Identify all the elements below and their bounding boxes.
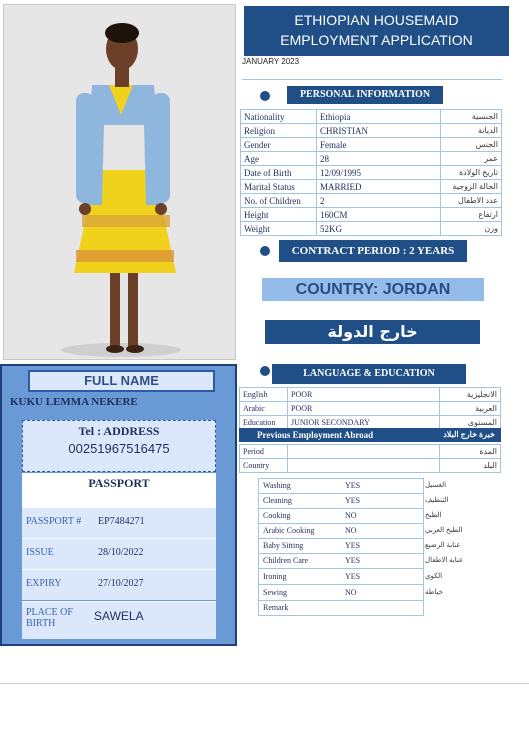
table-row	[240, 459, 501, 473]
candidate-photo-illustration	[4, 5, 236, 360]
destination-country: COUNTRY: JORDAN	[262, 278, 484, 301]
table-row	[259, 601, 423, 616]
skill-value: YES	[345, 541, 361, 550]
bullet-icon	[260, 366, 270, 376]
skill-label-arabic: التنظيف	[425, 496, 449, 504]
passport-expiry-value: 27/10/2027	[98, 578, 144, 589]
table-row	[240, 445, 501, 459]
table-row	[259, 539, 461, 554]
row-label-arabic: الانجليزية	[440, 388, 501, 402]
personal-info-table	[240, 109, 502, 236]
row-label: Height	[241, 208, 317, 222]
row-label: Religion	[241, 124, 317, 138]
skill-label: Cooking	[263, 511, 291, 520]
row-label-arabic: الجنسية	[441, 110, 502, 124]
table-row	[241, 194, 502, 208]
passport-number-value: EP7484271	[98, 516, 145, 527]
row-label-arabic: عدد الاطفال	[441, 194, 502, 208]
row-label: Nationality	[241, 110, 317, 124]
row-label-arabic: الجنس	[441, 138, 502, 152]
skill-label: Ironing	[263, 572, 287, 581]
skill-label-arabic: الغسيل	[425, 481, 447, 489]
application-title	[244, 6, 509, 56]
abroad-label-arabic: خارج الدولة	[265, 320, 480, 344]
passport-issue-value: 28/10/2022	[98, 547, 144, 558]
row-label-arabic: المستوى	[440, 416, 501, 430]
row-label: Date of Birth	[241, 166, 317, 180]
skill-label-arabic: الكوي	[425, 572, 443, 580]
table-row	[240, 402, 501, 416]
row-value: 160CM	[317, 208, 441, 222]
row-value: 2	[317, 194, 441, 208]
previous-employment-label-arabic: خبرة خارج البلاد	[443, 430, 495, 439]
table-row	[259, 509, 442, 524]
row-label-arabic: الحالة الزوجية	[441, 180, 502, 194]
row-label-arabic: عمر	[441, 152, 502, 166]
page-divider	[0, 683, 529, 684]
row-label: No. of Children	[241, 194, 317, 208]
title-line-2: EMPLOYMENT APPLICATION	[280, 32, 473, 48]
row-label: Weight	[241, 222, 317, 236]
application-date: JANUARY 2023	[242, 57, 300, 66]
table-row	[259, 554, 464, 569]
row-value: JUNIOR SECONDARY	[288, 416, 440, 430]
table-row	[241, 222, 502, 236]
bullet-icon	[260, 246, 270, 256]
row-value: Female	[317, 138, 441, 152]
table-row	[241, 138, 502, 152]
passport-heading: PASSPORT	[22, 473, 216, 507]
row-value: MARRIED	[317, 180, 441, 194]
skill-value: NO	[345, 526, 357, 535]
row-value	[288, 459, 440, 473]
contract-period: CONTRACT PERIOD : 2 YEARS	[279, 240, 467, 262]
skill-value: NO	[345, 511, 357, 520]
row-value	[288, 445, 440, 459]
row-label-arabic: وزن	[441, 222, 502, 236]
language-table	[239, 387, 501, 430]
tel-value: 00251967516475	[68, 441, 170, 456]
row-label: Arabic	[240, 402, 288, 416]
title-line-1: ETHIOPIAN HOUSEMAID	[294, 12, 459, 28]
passport-expiry-label: EXPIRY	[26, 578, 62, 589]
skill-label-arabic: الطبخ العربي	[425, 526, 463, 534]
row-label: Gender	[241, 138, 317, 152]
previous-employment-label: Previous Employment Abroad	[257, 430, 374, 440]
row-label: Age	[241, 152, 317, 166]
full-name-label: FULL NAME	[28, 370, 215, 392]
row-value: 28	[317, 152, 441, 166]
passport-expiry-row	[22, 569, 216, 600]
row-label-arabic: تاريخ الولادة	[441, 166, 502, 180]
table-row	[259, 586, 443, 601]
row-label: Period	[240, 445, 288, 459]
skill-label: Cleaning	[263, 496, 292, 505]
skill-label: Washing	[263, 481, 291, 490]
table-row	[241, 110, 502, 124]
table-row	[259, 524, 463, 539]
skill-value: YES	[345, 556, 361, 565]
skill-label-arabic: خياطة	[425, 588, 443, 596]
table-row	[241, 180, 502, 194]
candidate-photo	[3, 4, 236, 360]
row-label-arabic: البلد	[440, 459, 501, 473]
skill-label: Arabic Cooking	[263, 526, 315, 535]
skill-label-arabic: الطبخ	[425, 511, 442, 519]
skill-label: Baby Sitting	[263, 541, 304, 550]
passport-issue-label: ISSUE	[26, 547, 54, 558]
skill-label: Children Care	[263, 556, 309, 565]
row-label: Marital Status	[241, 180, 317, 194]
skill-value: YES	[345, 481, 361, 490]
personal-info-heading: PERSONAL INFORMATION	[287, 86, 443, 104]
full-name-value: KUKU LEMMA NEKERE	[10, 396, 138, 408]
row-label-arabic: العربية	[440, 402, 501, 416]
table-row	[241, 152, 502, 166]
row-value: 12/09/1995	[317, 166, 441, 180]
tel-label: Tel : ADDRESS	[78, 424, 160, 438]
skill-value: YES	[345, 572, 361, 581]
bullet-icon	[260, 91, 270, 101]
divider	[242, 79, 502, 80]
table-row	[241, 124, 502, 138]
passport-number-row	[22, 507, 216, 538]
row-value: Ethiopia	[317, 110, 441, 124]
table-row	[259, 570, 443, 585]
row-value: POOR	[288, 402, 440, 416]
skill-label: Sewing	[263, 588, 287, 597]
row-value: 52KG	[317, 222, 441, 236]
passport-issue-row	[22, 538, 216, 569]
table-row	[241, 166, 502, 180]
table-row	[241, 208, 502, 222]
skill-label: Remark	[263, 603, 289, 612]
row-label-arabic: المدة	[440, 445, 501, 459]
table-row	[259, 494, 449, 509]
row-value: POOR	[288, 388, 440, 402]
language-education-heading: LANGUAGE & EDUCATION	[272, 364, 466, 384]
table-row	[259, 479, 447, 494]
skill-label-arabic: عناية الرضيع	[425, 541, 461, 549]
place-of-birth-label: PLACE OF BIRTH	[26, 607, 73, 629]
row-label: English	[240, 388, 288, 402]
skill-value: NO	[345, 588, 357, 597]
skill-value: YES	[345, 496, 361, 505]
place-of-birth-row	[22, 601, 216, 639]
previous-employment-table	[239, 444, 501, 473]
row-value: CHRISTIAN	[317, 124, 441, 138]
passport-number-label: PASSPORT #	[26, 516, 82, 527]
row-label-arabic: الديانة	[441, 124, 502, 138]
row-label-arabic: ارتفاع	[441, 208, 502, 222]
previous-employment-heading	[239, 428, 501, 442]
table-row	[240, 388, 501, 402]
row-label: Education	[240, 416, 288, 430]
skills-table	[258, 478, 464, 616]
place-of-birth-value: SAWELA	[94, 609, 144, 623]
row-label: Country	[240, 459, 288, 473]
skill-label-arabic: عناية الاطفال	[425, 556, 464, 564]
